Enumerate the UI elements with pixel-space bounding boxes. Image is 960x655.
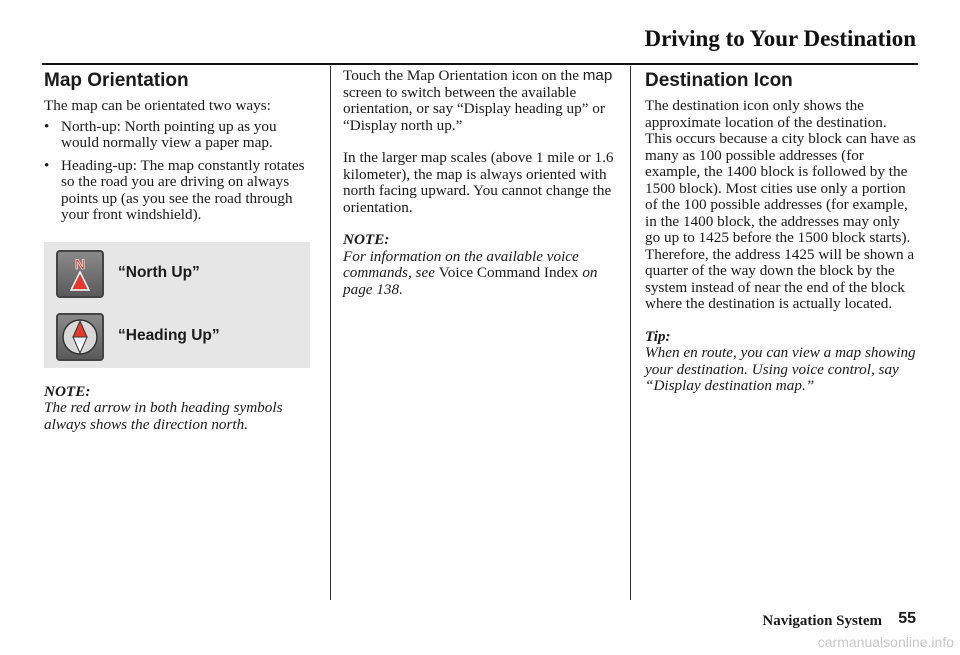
column-divider [330, 66, 331, 600]
map-scale-paragraph: In the larger map scales (above 1 mile or 1.6 kilometer), the map is always oriented with north facing upward. You cannot change the orientation. [343, 149, 614, 216]
section-heading-destination-icon: Destination Icon [645, 70, 793, 91]
note-text: The red arrow in both heading symbols always shows the direction north. [44, 399, 283, 433]
instruction-text-start: Touch the Map Orientation icon on the [343, 67, 583, 84]
north-arrow [71, 272, 89, 290]
page-number: 55 [898, 610, 916, 627]
orientation-list [44, 119, 316, 224]
column-map-orientation [44, 68, 316, 433]
column-divider [630, 66, 631, 600]
voice-command-index-link[interactable]: Voice Command Index [438, 264, 579, 281]
instruction-text-end: screen to switch between the available orientation, or say “Display heading up” or “Display north up.” [343, 83, 605, 134]
note-heading: NOTE: [343, 231, 390, 248]
north-up-label: “North Up” [118, 264, 200, 282]
north-up-icon [56, 250, 104, 298]
footer-section-title: Navigation System [762, 613, 882, 629]
list-item-north-up: • North-up: North pointing up as you would normally view a paper map. [44, 119, 316, 152]
heading-up-icon [56, 313, 104, 361]
column-destination-icon [645, 68, 917, 395]
header-rule [42, 63, 918, 65]
note-text-start: For information on the available voice commands, see [343, 247, 579, 281]
figure-row-north-up [44, 250, 200, 298]
north-letter: N [74, 255, 86, 272]
tip-text: When en route, you can view a map showing your destination. Using voice control, say “Display destination map.” [645, 344, 916, 394]
intro-text: The map can be orientated two ways: [44, 97, 271, 114]
orientation-figure [44, 242, 310, 368]
heading-up-label: “Heading Up” [118, 327, 220, 345]
note-text-end: on page 138. [343, 264, 598, 298]
note-reference [343, 249, 615, 299]
note-heading: NOTE: [44, 382, 91, 400]
destination-body-text: The destination icon only shows the approximate location of the destination. This occurs because a city block can have as many as 100 possible addresses (for example, the 1400 block is followed by the 1500 block). Most cities use only a portion of the 100 possible addresses (for example, in the 1400 block, the addresses may only go up to 1425 before the 1500 block starts). Therefore, the address 1425 will be shown a quarter of the way down the block by the system instead of near the end of the block where the destination is actually located. [645, 97, 916, 312]
north-up-symbol [65, 255, 95, 293]
heading-up-symbol [61, 318, 99, 356]
list-item-heading-up: • Heading-up: The map constantly rotates so the road you are driving on always points up (as you see the road through your front windshield). [44, 158, 316, 224]
page-header-title: Driving to Your Destination [644, 26, 916, 51]
figure-row-heading-up [44, 313, 220, 361]
column-orientation-instructions [343, 68, 615, 298]
map-screen-term: map [582, 67, 613, 84]
tip-heading: Tip: [645, 327, 671, 345]
section-heading-map-orientation: Map Orientation [44, 70, 189, 91]
instruction-paragraph [343, 68, 615, 134]
watermark: carmanualsonline.info [817, 634, 954, 650]
